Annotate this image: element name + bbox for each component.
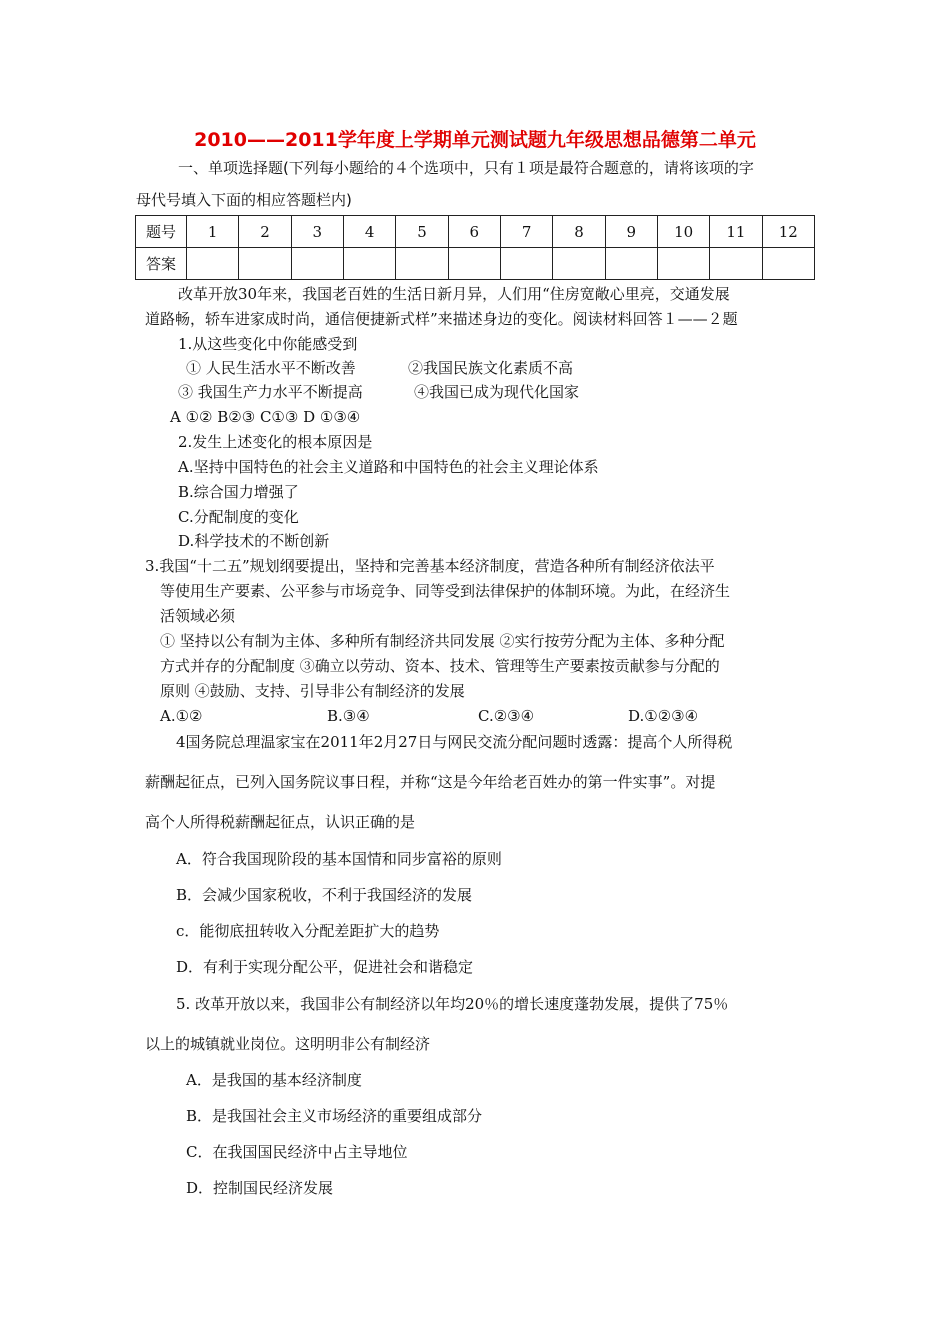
- q2-option-b: B.综合国力增强了: [178, 483, 299, 501]
- q1-statement-3: ③ 我国生产力水平不断提高: [178, 383, 363, 401]
- answer-table-number-row: [136, 216, 815, 248]
- q4-option-b: B．会减少国家税收，不利于我国经济的发展: [176, 886, 473, 904]
- answer-cell: [605, 248, 657, 280]
- q3-line6: 原则 ④鼓励、支持、引导非公有制经济的发展: [160, 682, 465, 700]
- q4-option-a: A．符合我国现阶段的基本国情和同步富裕的原则: [176, 850, 502, 868]
- q4-option-c: c．能彻底扭转收入分配差距扩大的趋势: [176, 922, 440, 940]
- answer-cell: [187, 248, 239, 280]
- answer-table-number: 5: [396, 216, 448, 248]
- answer-table-row1-label: 题号: [136, 216, 187, 248]
- answer-cell: [710, 248, 762, 280]
- answer-cell: [343, 248, 395, 280]
- answer-table-number: 1: [187, 216, 239, 248]
- answer-table: [135, 215, 815, 280]
- q4-line1: 4国务院总理温家宝在2011年2月27日与网民交流分配问题时透露：提高个人所得税: [176, 733, 733, 751]
- answer-table-number: 7: [500, 216, 552, 248]
- q1-choices: A ①② B②③ C①③ D ①③④: [170, 408, 361, 426]
- q3-line3: 活领域必须: [160, 607, 236, 625]
- answer-cell: [762, 248, 814, 280]
- q1-statement-2: ②我国民族文化素质不高: [408, 359, 574, 377]
- answer-table-number: 8: [553, 216, 605, 248]
- material-line2: 道路畅，轿车进家成时尚，通信便捷新式样”来描述身边的变化。阅读材料回答１——２题: [145, 310, 738, 328]
- q3-option-c: C.②③④: [478, 707, 535, 725]
- q5-option-a: A．是我国的基本经济制度: [186, 1071, 362, 1089]
- q2-option-d: D.科学技术的不断创新: [178, 532, 330, 550]
- q3-option-b: B.③④: [327, 707, 370, 725]
- q4-option-d: D．有利于实现分配公平，促进社会和谐稳定: [176, 958, 474, 976]
- q1-stem: 1.从这些变化中你能感受到: [178, 335, 358, 353]
- answer-cell: [500, 248, 552, 280]
- q2-stem: 2.发生上述变化的根本原因是: [178, 433, 373, 451]
- answer-table-number: 2: [239, 216, 291, 248]
- answer-table-number: 9: [605, 216, 657, 248]
- q4-line3: 高个人所得税薪酬起征点，认识正确的是: [145, 813, 416, 831]
- answer-cell: [448, 248, 500, 280]
- answer-table-number: 3: [291, 216, 343, 248]
- answer-cell: [239, 248, 291, 280]
- section-heading-line2: 母代号填入下面的相应答题栏内): [136, 191, 352, 209]
- answer-table-row2-label: 答案: [136, 248, 187, 280]
- q5-option-d: D．控制国民经济发展: [186, 1179, 334, 1197]
- q3-line4: ① 坚持以公有制为主体、多种所有制经济共同发展 ②实行按劳分配为主体、多种分配: [160, 632, 725, 650]
- q4-line2: 薪酬起征点，已列入国务院议事日程，并称“这是今年给老百姓办的第一件实事”。对提: [145, 773, 716, 791]
- answer-cell: [396, 248, 448, 280]
- q3-line2: 等使用生产要素、公平参与市场竞争、同等受到法律保护的体制环境。为此，在经济生: [160, 582, 731, 600]
- q3-option-a: A.①②: [160, 707, 203, 725]
- q5-option-b: B．是我国社会主义市场经济的重要组成部分: [186, 1107, 483, 1125]
- answer-cell: [553, 248, 605, 280]
- q2-option-c: C.分配制度的变化: [178, 508, 299, 526]
- answer-table-number: 4: [343, 216, 395, 248]
- answer-table-number: 11: [710, 216, 762, 248]
- answer-cell: [291, 248, 343, 280]
- q3-option-d: D.①②③④: [628, 707, 699, 725]
- answer-table-number: 12: [762, 216, 814, 248]
- q5-line1: 5. 改革开放以来，我国非公有制经济以年均20％的增长速度蓬勃发展，提供了75％: [176, 995, 729, 1013]
- answer-table-number: 6: [448, 216, 500, 248]
- exam-title: 2010——2011学年度上学期单元测试题九年级思想品德第二单元: [194, 129, 756, 151]
- q3-line1: 3.我国“十二五”规划纲要提出，坚持和完善基本经济制度，营造各种所有制经济依法平: [145, 557, 715, 575]
- q3-line5: 方式并存的分配制度 ③确立以劳动、资本、技术、管理等生产要素按贡献参与分配的: [160, 657, 720, 675]
- section-heading-line1: 一、单项选择题(下列每小题给的４个选项中，只有１项是最符合题意的，请将该项的字: [178, 159, 754, 177]
- q5-line2: 以上的城镇就业岗位。这明明非公有制经济: [145, 1035, 431, 1053]
- q1-statement-4: ④我国已成为现代化国家: [414, 383, 580, 401]
- answer-cell: [657, 248, 709, 280]
- answer-table-answer-row: [136, 248, 815, 280]
- q1-statement-1: ① 人民生活水平不断改善: [186, 359, 356, 377]
- q2-option-a: A.坚持中国特色的社会主义道路和中国特色的社会主义理论体系: [178, 458, 599, 476]
- material-line1: 改革开放30年来，我国老百姓的生活日新月异，人们用“住房宽敞心里亮，交通发展: [178, 285, 730, 303]
- q5-option-c: C．在我国国民经济中占主导地位: [186, 1143, 408, 1161]
- answer-table-number: 10: [657, 216, 709, 248]
